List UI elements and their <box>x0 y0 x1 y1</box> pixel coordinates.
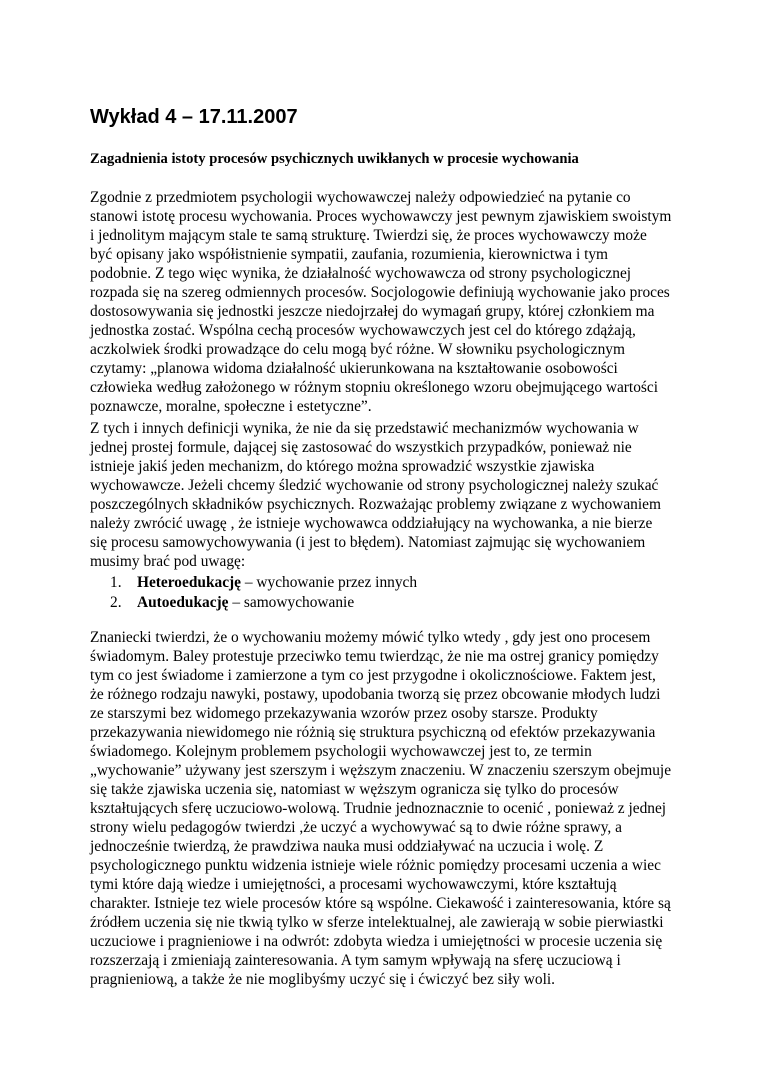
text-line: poznawcze, moralne, społeczne i estetyczne”. <box>90 398 372 415</box>
text-line: kształtujących sferę uczuciowo-wolową. Trudnie jednoznacznie to ocenić , ponieważ z jednej <box>90 800 667 817</box>
text-line: rozpada się na szereg odmiennych procesów. Socjologowie definiują wychowanie jako proces <box>90 284 670 301</box>
text-line: przekazywania niewidomego nie różnią się struktura psychiczną od efektów przekazywania <box>90 724 656 741</box>
text-line: świadomego. Kolejnym problemem psychologii wychowawczej jest to, ze termin <box>90 743 592 760</box>
text-line: dostosowywania się jednostki jeszcze niedojrzałej do wymagań grupy, której członkiem ma <box>90 303 655 320</box>
text-line: uczuciowe i pragnieniowe i na odwrót: zdobyta wiedza i umiejętności w procesie uczenia się <box>90 933 663 950</box>
text-line: ze starszymi bez widomego przekazywania wzorów przez osoby starsze. Produkty <box>90 705 598 722</box>
text-line: stanowi istotę procesu wychowania. Proces wychowawczy jest pewnym zjawiskiem swoistym <box>90 208 672 225</box>
list-term: Heteroedukację <box>137 574 241 591</box>
text-line: że różnego rodzaju nawyki, postawy, upodobania tworzą się przez obcowanie młodych ludzi <box>90 686 661 703</box>
text-line: wychowawcze. Jeżeli chcemy śledzić wychowanie od strony psychologicznej należy szukać <box>90 477 659 494</box>
text-line: rozszerzają i zmieniają zainteresowania. A tym samym wpływają na sferę uczuciową i <box>90 952 621 969</box>
text-line: tymi które dają wiedze i umiejętności, a procesami wychowawczymi, które kształtują <box>90 876 617 893</box>
text-line: psychologicznego punktu widzenia istnieje wiele różnic pomiędzy procesami uczenia a wiec <box>90 857 661 874</box>
text-line: „wychowanie” używany jest szerszym i węższym znaczeniu. W znaczeniu szerszym obejmuje <box>90 762 672 779</box>
text-line: czytamy: „planowa widoma działalność ukierunkowana na kształtowanie osobowości <box>90 360 618 377</box>
list-description: – samowychowanie <box>228 594 355 611</box>
text-line: jednocześnie twierdzą, że prawdziwa nauka musi oddziaływać na uczucia i wolę. Z <box>90 838 604 855</box>
text-line: być opisany jako współistnienie sympatii, zaufania, rozumienia, kierownictwa i tym <box>90 246 609 263</box>
text-line: aczkolwiek środki prowadzące do celu mogą być różne. W słowniku psychologicznym <box>90 341 625 358</box>
text-line: Zgodnie z przedmiotem psychologii wychowawczej należy odpowiedzieć na pytanie co <box>90 189 631 206</box>
text-line: jednej prostej formule, dającej się zastosować do wszystkich przypadków, ponieważ nie <box>90 439 632 456</box>
text-line: tym co jest świadome i zamierzone a tym co jest przygodne i okolicznościowe. Faktem jest, <box>90 667 656 684</box>
text-line: charakter. Istnieje tez wiele procesów które są wspólne. Ciekawość i zainteresowania, które są <box>90 895 671 912</box>
text-line: się także zjawiska uczenia się, natomiast w węższym ogranicza się tylko do procesów <box>90 781 619 798</box>
list-number: 1. <box>110 574 122 591</box>
text-line: źródłem uczenia się nie tkwią tylko w sferze intelektualnej, ale zawierają w sobie pierwiastki <box>90 914 664 931</box>
paragraph-1 <box>90 188 690 416</box>
list-description: – wychowanie przez innych <box>241 574 418 591</box>
paragraph-2 <box>90 419 690 571</box>
text-line: poszczególnych składników psychicznych. Rozważając problemy związane z wychowaniem <box>90 496 661 513</box>
list-term: Autoedukację <box>137 594 229 611</box>
list-item <box>110 573 417 593</box>
text-line: podobnie. Z tego więc wynika, że działalność wychowawcza od strony psychologicznej <box>90 265 632 282</box>
text-line: Znaniecki twierdzi, że o wychowaniu możemy mówić tylko wtedy , gdy jest ono procesem <box>90 629 651 646</box>
text-line: strony wielu pedagogów twierdzi ,że uczyć a wychowywać są to dwie różne sprawy, a <box>90 819 622 836</box>
text-line: świadomym. Baley protestuje przeciwko temu twierdząc, że nie ma ostrej granicy pomiędzy <box>90 648 659 665</box>
text-line: się procesu samowychowywania (i jest to błędem). Natomiast zajmując się wychowaniem <box>90 534 646 551</box>
text-line: musimy brać pod uwagę: <box>90 553 246 570</box>
section-heading: Zagadnienia istoty procesów psychicznych uwikłanych w procesie wychowania <box>90 151 579 167</box>
list-number: 2. <box>110 594 122 611</box>
text-line: należy zwrócić uwagę , że istnieje wychowawca oddziałujący na wychowanka, a nie bierze <box>90 515 653 532</box>
text-line: i jednolitym mającym stale te samą strukturę. Twierdzi się, że proces wychowawczy może <box>90 227 647 244</box>
page-title: Wykład 4 – 17.11.2007 <box>90 106 298 128</box>
paragraph-3 <box>90 628 690 989</box>
text-line: jednostka zostać. Wspólna cechą procesów wychowawczych jest cel do którego zdążają, <box>90 322 636 339</box>
text-line: pragnieniową, a także że nie moglibyśmy uczyć się i ćwiczyć bez siły woli. <box>90 971 555 988</box>
list-item <box>110 593 417 613</box>
text-line: Z tych i innych definicji wynika, że nie da się przedstawić mechanizmów wychowania w <box>90 420 639 437</box>
text-line: istnieje jakiś jeden mechanizm, do którego można sprowadzić wszystkie zjawiska <box>90 458 595 475</box>
text-line: człowieka według założonego w różnym stopniu określonego wzoru obejmującego wartości <box>90 379 658 396</box>
numbered-list <box>110 573 417 613</box>
